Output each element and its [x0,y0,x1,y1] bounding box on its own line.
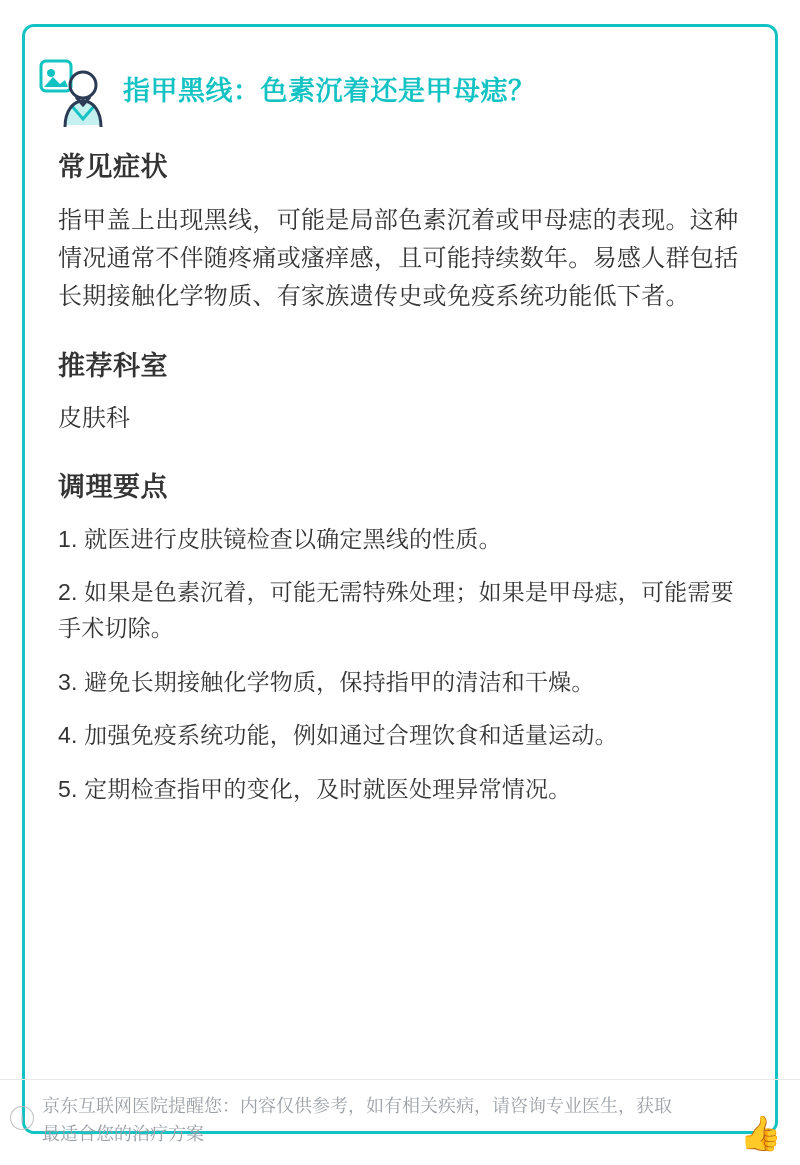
footer-bar [0,1079,800,1165]
info-icon: i [10,1106,34,1130]
care-steps-list [58,522,751,808]
section-text-symptoms: 指甲盖上出现黑线，可能是局部色素沉着或甲母痣的表现。这种情况通常不伴随疼痛或瘙痒感，且可能持续数年。易感人群包括长期接触化学物质、有家族遗传史或免疫系统功能低下者。 [58,207,739,310]
section-heading-care: 调理要点 [58,471,168,502]
article-body [58,145,751,826]
list-item: 2. 如果是色素沉着，可能无需特殊处理；如果是甲母痣，可能需要手术切除。 [58,579,734,641]
list-item: 4. 加强免疫系统功能，例如通过合理饮食和适量运动。 [58,722,618,749]
thumbs-up-icon[interactable]: 👍 [739,1115,782,1153]
section-heading-department: 推荐科室 [58,350,168,381]
info-card [22,24,778,1134]
disclaimer-text: 京东互联网医院提醒您：内容仅供参考，如有相关疾病，请咨询专业医生，获取最适合您的治疗方案 [42,1096,672,1145]
list-item: 5. 定期检查指甲的变化，及时就医处理异常情况。 [58,775,572,802]
page-title: 指甲黑线：色素沉着还是甲母痣？ [123,76,536,106]
section-heading-symptoms: 常见症状 [58,152,168,182]
doctor-avatar-icon [35,53,115,131]
list-item: 3. 避免长期接触化学物质，保持指甲的清洁和干燥。 [58,668,595,695]
list-item: 1. 就医进行皮肤镜检查以确定黑线的性质。 [58,525,502,552]
section-text-department: 皮肤科 [58,404,130,432]
